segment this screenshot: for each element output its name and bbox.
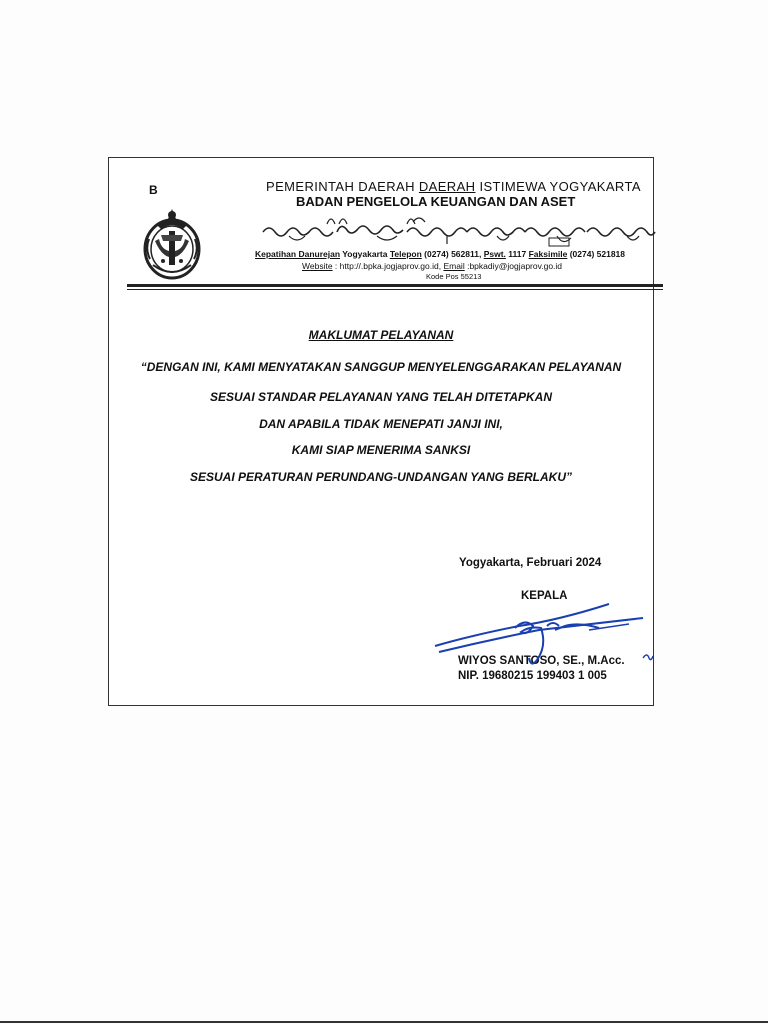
statement-line-1: “DENGAN INI, KAMI MENYATAKAN SANGGUP MENYELENGGARAKAN PELAYANAN [140,360,622,374]
page-bottom-edge [0,1021,768,1023]
statement-line-5: SESUAI PERATURAN PERUNDANG-UNDANGAN YANG BERLAKU” [189,470,572,484]
faksimile-label: Faksimile [528,249,568,259]
website-email-line [302,261,562,271]
address-line [255,249,625,259]
pswt-value: 1117 [505,249,529,259]
faksimile-value: (0274) 521818 [567,249,626,259]
signer-nip: NIP. 19680215 199403 1 005 [458,670,607,682]
agency-name: BADAN PENGELOLA KEUANGAN DAN ASET [296,194,576,209]
statement-line-3: DAN APABILA TIDAK MENEPATI JANJI INI, [259,417,503,431]
signer-name: WIYOS SANTOSO, SE., M.Acc. [458,655,625,667]
website-label: Website [302,261,333,271]
place-date: Yogyakarta, Februari 2024 [459,557,602,569]
pswt-label: Pswt. [483,249,506,259]
statement-line-4: KAMI SIAP MENERIMA SANKSI [291,443,471,457]
address-city: Yogyakarta [340,249,390,259]
signer-position: KEPALA [521,590,568,602]
gov-line-part2: ISTIMEWA YOGYAKARTA [475,179,641,194]
header-divider-thick [127,284,663,287]
gov-line-underlined: DAERAH [418,179,476,194]
postal-code: Kode Pos 55213 [426,272,482,281]
gov-line-part1: PEMERINTAH DAERAH [266,179,419,194]
email-label: Email [443,261,465,271]
address-kepatihan: Kepatihan Danurejan [255,249,341,259]
telepon-label: Telepon [389,249,422,259]
email-value: :bpkadiy@jogjaprov.go.id [464,261,563,271]
statement-line-2: SESUAI STANDAR PELAYANAN YANG TELAH DITETAPKAN [209,390,552,404]
header-divider-thin [127,289,663,290]
yogyakarta-emblem-icon [141,205,203,281]
website-value: : http://.bpka.jogjaprov.go.id, [332,261,444,271]
document-frame [108,157,654,706]
code-letter: B [149,183,158,197]
government-header [266,179,641,194]
document-title: MAKLUMAT PELAYANAN [308,328,454,342]
javanese-script-line [257,210,659,250]
telepon-value: (0274) 562811, [421,249,484,259]
